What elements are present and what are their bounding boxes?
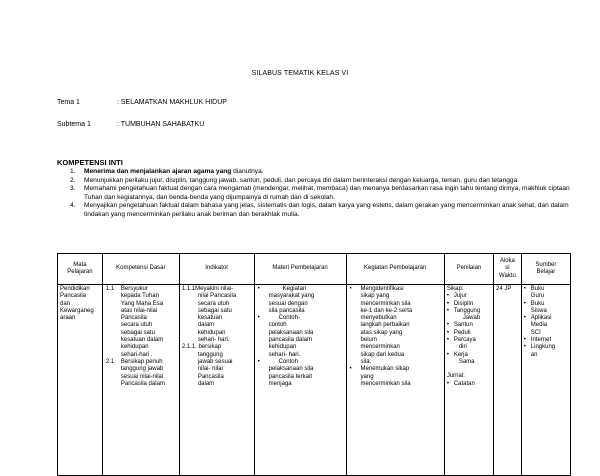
subtema-value: : TUMBUHAN SAHABATKU: [117, 121, 205, 128]
list-item: • Percaya: [447, 337, 491, 344]
cell-kegiatan: • Mengidentifikasi sikap yang mencerminkan sila ke-1 dan ke-2 serta menyebutkan langkah perbaikan atas sikap yang belum mencerminkan sikap dari kedua sila. • Menemukan sikap yang mencerminkan sila: [346, 285, 444, 476]
list-item: • Internet: [524, 337, 568, 344]
subtema-label: Subtema 1: [57, 121, 91, 128]
list-item: • Buku: [524, 286, 568, 293]
cell-indikator: 1.1.1Meyakini nilai- nilai Pancasila secara utuh sebagai satu kesatuan dalam kehidupan sehari- hari. 2.1.1. bersikap tanggung jawab sesuai nilai- nilai Pancasila dalam: [179, 285, 254, 476]
header-kegiatan: Kegiatan Pembelajaran: [346, 254, 444, 285]
header-alokasi-waktu: Aloka si Waktu: [494, 254, 522, 285]
cell-materi: • Kegiatan masyarakat yang sesuai dengan sila pancasila • Contoh- contoh pelaksanaan sila pancasila dalam kehidupan sehari- hari. • Contoh pelaksanaan sila pancasila terkait menjaga: [254, 285, 346, 476]
ki-item-2: 2. Menunjukkan perilaku jujur, disiplin, tanggung jawab, santun, peduli, dan percaya diri dalam berinteraksi dengan keluarga, teman, guru dan tetangga.: [70, 176, 520, 184]
list-item: • Jujur: [447, 293, 491, 300]
tema-label: Tema 1: [57, 99, 80, 106]
list-item: • Buku: [524, 301, 568, 308]
tema-row: [57, 99, 227, 106]
list-item: • Santun: [447, 322, 491, 329]
header-materi: Materi Pembelajaran: [254, 254, 346, 285]
document-title: SILABUS TEMATIK KELAS VI: [251, 70, 349, 77]
ki-item-4: 4. Menyajikan pengetahuan faktual dalam bahasa yang jelas, sistematis dan logis, dalam karya yang estetis, dalam gerakan yang mencerminkan anak sehat, dan dalam tindakan yang mencerminkan perilaku anak beriman dan berakhlak mulia.: [70, 202, 569, 218]
header-mata-pelajaran: Mata Pelajaran: [58, 254, 103, 285]
list-item: • Tanggung: [447, 308, 491, 315]
cell-mata-pelajaran: Pendidikan Pancasila dan Kewarganeg araan: [58, 285, 103, 476]
ki-item-3: 3. Memahami pengetahuan faktual dengan cara mengamati (mendengar, melihat, membaca) dan menanya berdasarkan rasa ingin tahu tentang dirinya, makhluk ciptaan Tuhan dan kegiatannya, dan benda-benda yang dijumpainya di rumah dan di sekolah.: [70, 185, 570, 201]
list-item: • Disiplin: [447, 301, 491, 308]
cell-alokasi-waktu: 24 JP: [494, 285, 522, 476]
subtema-row: [57, 121, 204, 128]
cell-sumber-belajar: • Buku Guru • Buku Siswa • Aplikasi Media SCI • Internet • Lingkung an: [521, 285, 570, 476]
table-row: [58, 285, 571, 476]
list-item: • Aplikasi: [524, 315, 568, 322]
kompetensi-inti-heading: KOMPETENSI INTI: [57, 158, 123, 167]
tema-value: : SELAMATKAN MAKHLUK HIDUP: [117, 99, 227, 106]
table-header-row: [58, 254, 571, 285]
cell-penilaian: Sikap: • Jujur • Disiplin • Tanggung Jawab • Santun • Peduli • Percaya diri • Kerja Sama Jurnal: • Catatan: [444, 285, 493, 476]
header-sumber-belajar: Sumber Belajar: [521, 254, 570, 285]
list-item: • Lingkung: [524, 344, 568, 351]
header-indikator: Indikator: [179, 254, 254, 285]
silabus-table: [57, 253, 571, 476]
header-kompetensi-dasar: Kompetensi Dasar: [102, 254, 179, 285]
ki-item-1: 1. Menerima dan menjalankan ajaran agama yang dianutnya.: [70, 168, 264, 175]
list-item: • Kerja: [447, 352, 491, 359]
cell-kompetensi-dasar: 1.1 Bersyukur kepada Tuhan Yang Maha Esa atas nilai-nilai Pancasila secara utuh sebagai satu kesatuan dalam kehidupan sehari-hari . 2.1 Bersikap penuh tanggung jawab sesuai nilai-nilai Pancasila dalam: [102, 285, 179, 476]
header-penilaian: Penilaian: [444, 254, 493, 285]
list-item: • Peduli: [447, 330, 491, 337]
list-item: • Catatan: [447, 381, 491, 388]
kompetensi-inti-list: [70, 168, 570, 220]
